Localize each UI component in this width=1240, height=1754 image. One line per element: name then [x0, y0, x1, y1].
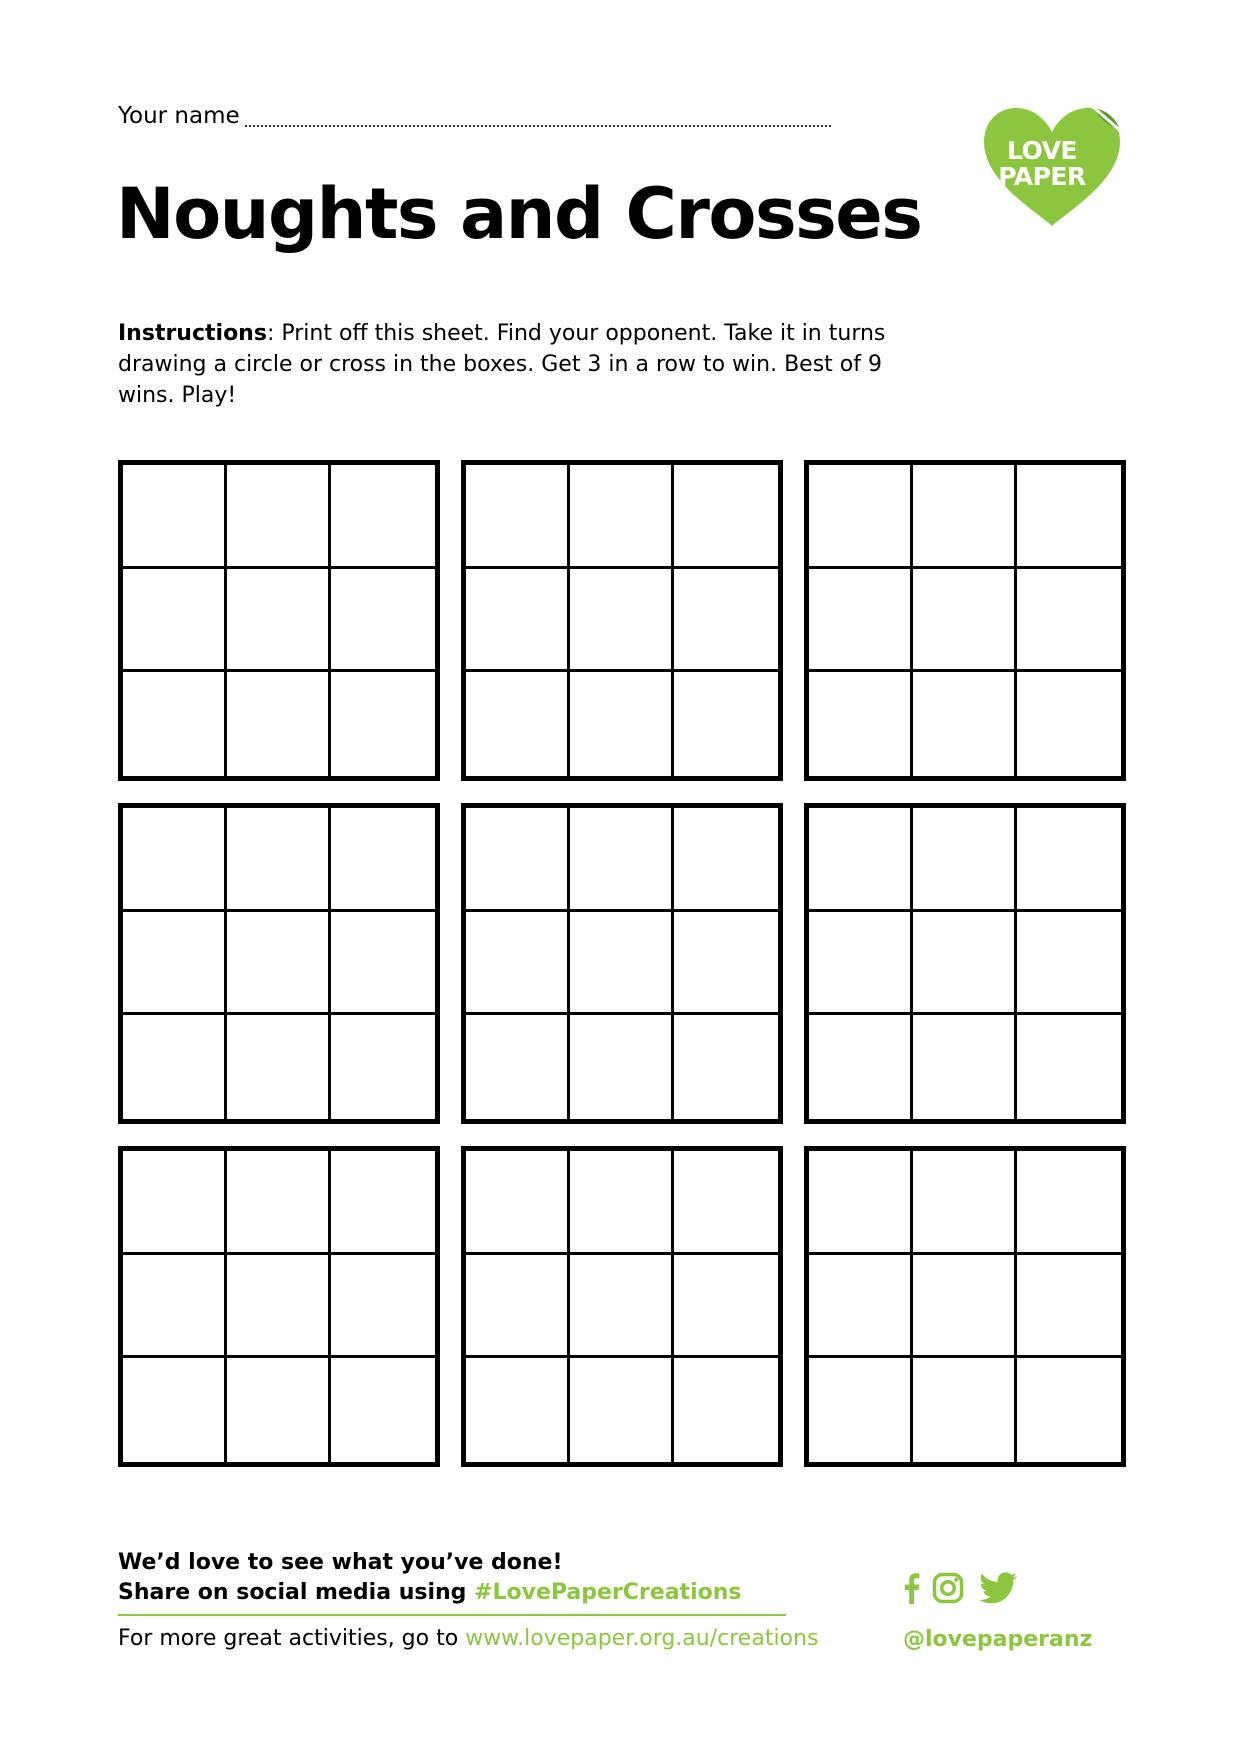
board-cell[interactable] [331, 808, 435, 912]
board-cell[interactable] [570, 569, 674, 673]
board-cell[interactable] [466, 1015, 570, 1119]
boards-grid [118, 460, 1126, 1467]
board-cell[interactable] [674, 569, 778, 673]
board-cell[interactable] [227, 1358, 331, 1462]
board-cell[interactable] [913, 1255, 1017, 1359]
board-cell[interactable] [227, 1151, 331, 1255]
board-cell[interactable] [570, 1151, 674, 1255]
social-icons [902, 1572, 1032, 1608]
board-cell[interactable] [123, 672, 227, 776]
board-cell[interactable] [123, 1358, 227, 1462]
name-label: Your name [118, 103, 240, 129]
footer-share-line [118, 1578, 741, 1608]
footer-share-heading: We’d love to see what you’ve done! [118, 1550, 563, 1575]
game-board-7 [118, 1146, 440, 1467]
footer-divider [118, 1614, 786, 1616]
instructions-text [118, 318, 938, 411]
board-cell[interactable] [913, 569, 1017, 673]
board-cell[interactable] [227, 1015, 331, 1119]
board-cell[interactable] [123, 808, 227, 912]
board-cell[interactable] [331, 569, 435, 673]
board-cell[interactable] [809, 1015, 913, 1119]
board-cell[interactable] [123, 1015, 227, 1119]
name-writing-line[interactable] [245, 125, 831, 127]
board-cell[interactable] [331, 1358, 435, 1462]
board-cell[interactable] [674, 1015, 778, 1119]
board-cell[interactable] [123, 569, 227, 673]
board-cell[interactable] [331, 1255, 435, 1359]
board-cell[interactable] [1017, 808, 1121, 912]
board-cell[interactable] [570, 1255, 674, 1359]
board-cell[interactable] [1017, 912, 1121, 1016]
footer-share-prefix: Share on social media using [118, 1580, 475, 1605]
love-paper-logo [982, 104, 1124, 230]
board-cell[interactable] [674, 808, 778, 912]
board-cell[interactable] [331, 465, 435, 569]
board-cell[interactable] [466, 808, 570, 912]
board-cell[interactable] [466, 569, 570, 673]
board-cell[interactable] [674, 1151, 778, 1255]
board-cell[interactable] [570, 1358, 674, 1462]
board-cell[interactable] [913, 1151, 1017, 1255]
game-board-9 [804, 1146, 1126, 1467]
board-cell[interactable] [809, 672, 913, 776]
logo-text-love: LOVE [1006, 136, 1078, 165]
board-cell[interactable] [809, 1151, 913, 1255]
board-cell[interactable] [913, 465, 1017, 569]
board-cell[interactable] [570, 808, 674, 912]
board-cell[interactable] [1017, 569, 1121, 673]
board-cell[interactable] [227, 569, 331, 673]
board-cell[interactable] [809, 808, 913, 912]
twitter-icon[interactable] [980, 1572, 1018, 1604]
board-cell[interactable] [1017, 1255, 1121, 1359]
board-cell[interactable] [913, 808, 1017, 912]
board-cell[interactable] [466, 672, 570, 776]
facebook-icon[interactable] [902, 1572, 920, 1604]
board-cell[interactable] [809, 465, 913, 569]
game-board-2 [461, 460, 783, 781]
page-title: Noughts and Crosses [116, 173, 922, 255]
board-cell[interactable] [331, 672, 435, 776]
footer-hashtag[interactable]: #LovePaperCreations [474, 1580, 742, 1605]
board-cell[interactable] [570, 672, 674, 776]
board-cell[interactable] [1017, 672, 1121, 776]
board-cell[interactable] [809, 1255, 913, 1359]
board-cell[interactable] [331, 912, 435, 1016]
game-board-8 [461, 1146, 783, 1467]
name-field-row [118, 101, 718, 135]
board-cell[interactable] [570, 465, 674, 569]
board-cell[interactable] [227, 672, 331, 776]
instagram-icon[interactable] [932, 1572, 964, 1604]
game-board-6 [804, 803, 1126, 1124]
game-board-4 [118, 803, 440, 1124]
board-cell[interactable] [1017, 1151, 1121, 1255]
board-cell[interactable] [227, 912, 331, 1016]
game-board-5 [461, 803, 783, 1124]
board-cell[interactable] [674, 465, 778, 569]
footer-more-prefix: For more great activities, go to [118, 1626, 466, 1651]
board-cell[interactable] [570, 1015, 674, 1119]
logo-text-paper: PAPER [998, 162, 1086, 191]
board-cell[interactable] [123, 465, 227, 569]
instructions-label: Instructions [118, 321, 267, 346]
game-board-1 [118, 460, 440, 781]
board-cell[interactable] [466, 1151, 570, 1255]
board-cell[interactable] [227, 465, 331, 569]
board-cell[interactable] [466, 1358, 570, 1462]
board-cell[interactable] [227, 808, 331, 912]
board-cell[interactable] [123, 912, 227, 1016]
board-cell[interactable] [674, 1255, 778, 1359]
board-cell[interactable] [913, 1015, 1017, 1119]
board-cell[interactable] [809, 1358, 913, 1462]
board-cell[interactable] [674, 912, 778, 1016]
board-cell[interactable] [227, 1255, 331, 1359]
board-cell[interactable] [466, 912, 570, 1016]
footer-url-link[interactable]: www.lovepaper.org.au/creations [465, 1626, 819, 1651]
board-cell[interactable] [674, 1358, 778, 1462]
board-cell[interactable] [331, 1015, 435, 1119]
board-cell[interactable] [466, 465, 570, 569]
board-cell[interactable] [809, 569, 913, 673]
board-cell[interactable] [913, 672, 1017, 776]
board-cell[interactable] [674, 672, 778, 776]
board-cell[interactable] [1017, 1358, 1121, 1462]
board-cell[interactable] [123, 1151, 227, 1255]
board-cell[interactable] [809, 912, 913, 1016]
board-cell[interactable] [123, 1255, 227, 1359]
social-handle[interactable]: @lovepaperanz [903, 1627, 1093, 1652]
board-cell[interactable] [1017, 1015, 1121, 1119]
game-board-3 [804, 460, 1126, 781]
board-cell[interactable] [1017, 465, 1121, 569]
board-cell[interactable] [913, 1358, 1017, 1462]
board-cell[interactable] [913, 912, 1017, 1016]
board-cell[interactable] [331, 1151, 435, 1255]
board-cell[interactable] [466, 1255, 570, 1359]
instructions-body: : Print off this sheet. Find your opponent. Take it in turns drawing a circle or cross in the boxes. Get 3 in a row to win. Best of 9 wins. Play! [118, 321, 886, 408]
board-cell[interactable] [570, 912, 674, 1016]
footer-more-activities [118, 1623, 818, 1655]
